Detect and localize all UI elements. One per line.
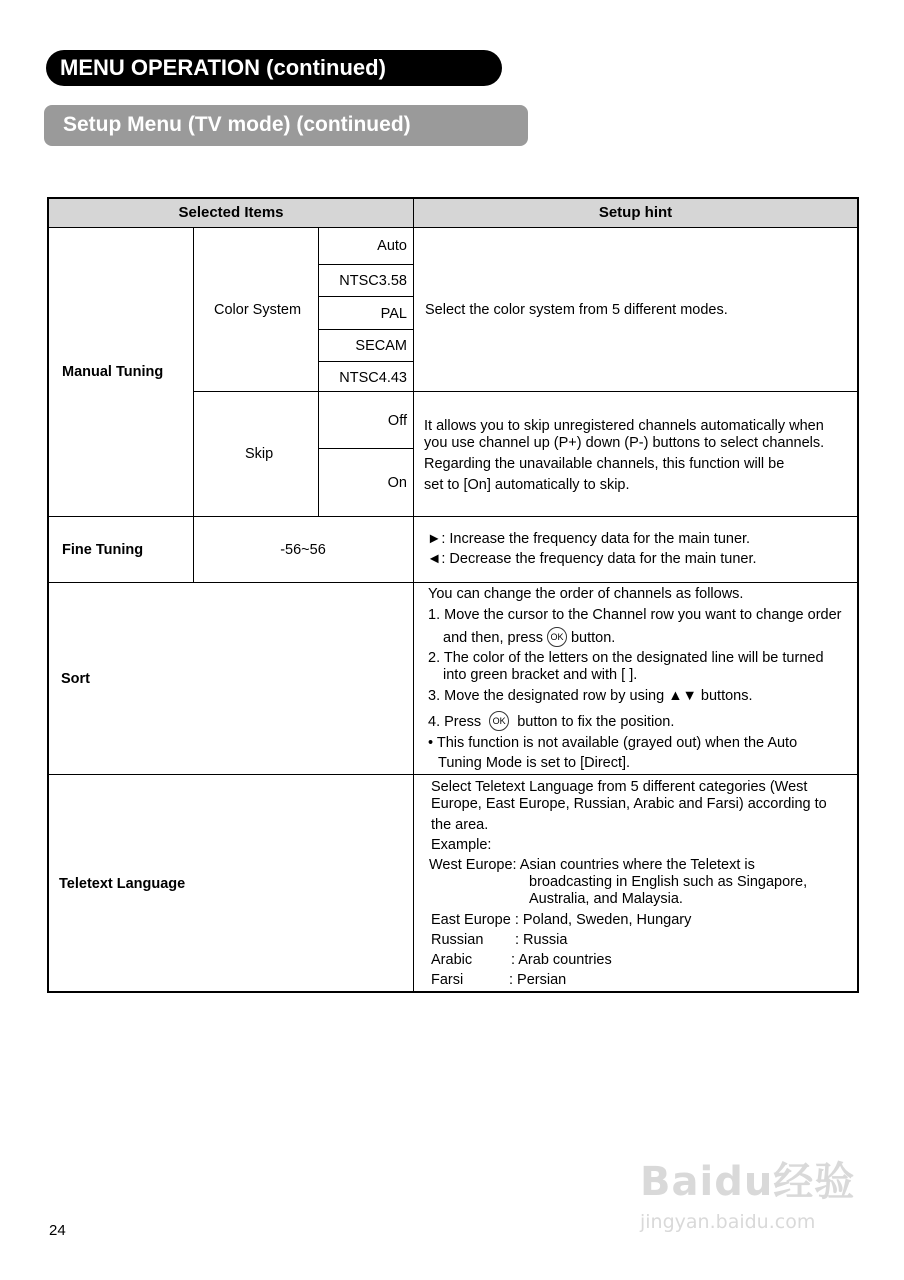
sort-hint-line: 1. Move the cursor to the Channel row you want to change order (428, 607, 842, 623)
column-divider (193, 227, 194, 582)
setup-table (47, 197, 859, 993)
ok-button-icon: OK (489, 711, 509, 731)
skip-hint-line: set to [On] automatically to skip. (424, 477, 630, 493)
column-divider (413, 199, 414, 991)
column-header-selected-items: Selected Items (49, 199, 413, 227)
color-option-pal: PAL (380, 306, 407, 322)
row-divider (193, 391, 857, 392)
skip-hint-line: you use channel up (P+) down (P-) buttons to select channels. (424, 435, 825, 451)
sort-hint-text: and then, press (443, 630, 543, 646)
sort-hint-line: Tuning Mode is set to [Direct]. (438, 755, 631, 771)
row-divider (49, 516, 857, 517)
fine-tuning-hint-decrease: ◄: Decrease the frequency data for the main tuner. (427, 551, 757, 567)
teletext-hint-line: Arabic (431, 952, 473, 968)
skip-hint-line: Regarding the unavailable channels, this function will be (424, 456, 785, 472)
skip-option-on: On (387, 475, 407, 491)
page-number: 24 (49, 1222, 66, 1239)
sort-hint-line (443, 627, 615, 647)
teletext-hint-line: broadcasting in English such as Singapore, (529, 874, 808, 890)
color-option-ntsc358: NTSC3.58 (339, 273, 407, 289)
skip-hint-line: It allows you to skip unregistered channels automatically when (424, 418, 824, 434)
fine-tuning-hint-increase: ►: Increase the frequency data for the main tuner. (427, 531, 751, 547)
teletext-hint-line: : Persian (509, 972, 567, 988)
option-divider (318, 296, 413, 297)
teletext-hint-line: Example: (431, 837, 492, 853)
option-divider (318, 361, 413, 362)
row-divider (49, 582, 857, 583)
manual-tuning-label: Manual Tuning (62, 364, 164, 380)
teletext-hint-line: the area. (431, 817, 489, 833)
sort-hint-text: button to fix the position. (517, 714, 675, 730)
option-divider (318, 264, 413, 265)
watermark-logo: Baidu经验 (640, 1159, 856, 1205)
color-system-label: Color System (214, 302, 302, 318)
color-system-hint: Select the color system from 5 different modes. (425, 302, 728, 318)
teletext-hint-line: Europe, East Europe, Russian, Arabic and Farsi) according to (431, 796, 827, 812)
teletext-hint-line: East Europe : Poland, Sweden, Hungary (431, 912, 692, 928)
teletext-hint-line: West Europe: Asian countries where the Teletext is (429, 857, 755, 873)
sort-label: Sort (61, 671, 90, 687)
sort-hint-text: 4. Press (428, 714, 482, 730)
watermark-url: jingyan.baidu.com (640, 1211, 816, 1233)
ok-button-icon: OK (547, 627, 567, 647)
skip-option-off: Off (387, 413, 407, 429)
teletext-hint-line: Select Teletext Language from 5 different categories (West (431, 779, 808, 795)
column-header-setup-hint: Setup hint (414, 199, 857, 227)
teletext-hint-line: : Russia (515, 932, 568, 948)
option-divider (318, 329, 413, 330)
row-divider (49, 774, 857, 775)
teletext-hint-line: Russian (431, 932, 484, 948)
subsection-title-banner: Setup Menu (TV mode) (continued) (44, 105, 528, 146)
teletext-hint-line: Australia, and Malaysia. (529, 891, 683, 907)
color-option-auto: Auto (377, 238, 407, 254)
sort-hint-text: button. (570, 630, 616, 646)
sort-hint-line: into green bracket and with [ ]. (443, 667, 638, 683)
color-option-ntsc443: NTSC4.43 (339, 370, 407, 386)
sort-hint-line: 2. The color of the letters on the designated line will be turned (428, 650, 824, 666)
teletext-language-label: Teletext Language (59, 876, 186, 892)
skip-label: Skip (245, 446, 274, 462)
teletext-hint-line: : Arab countries (511, 952, 612, 968)
sort-hint-line (428, 711, 674, 731)
option-divider (318, 448, 413, 449)
color-option-secam: SECAM (355, 338, 407, 354)
watermark (640, 1150, 855, 1233)
sort-hint-line: 3. Move the designated row by using ▲▼ buttons. (428, 688, 753, 704)
fine-tuning-label: Fine Tuning (62, 542, 144, 558)
row-divider (49, 227, 857, 228)
section-title-banner: MENU OPERATION (continued) (46, 50, 502, 86)
sort-hint-line: You can change the order of channels as follows. (428, 586, 744, 602)
fine-tuning-range: -56~56 (280, 542, 326, 558)
teletext-hint-line: Farsi (431, 972, 464, 988)
sort-hint-line: • This function is not available (grayed out) when the Auto (428, 735, 798, 751)
